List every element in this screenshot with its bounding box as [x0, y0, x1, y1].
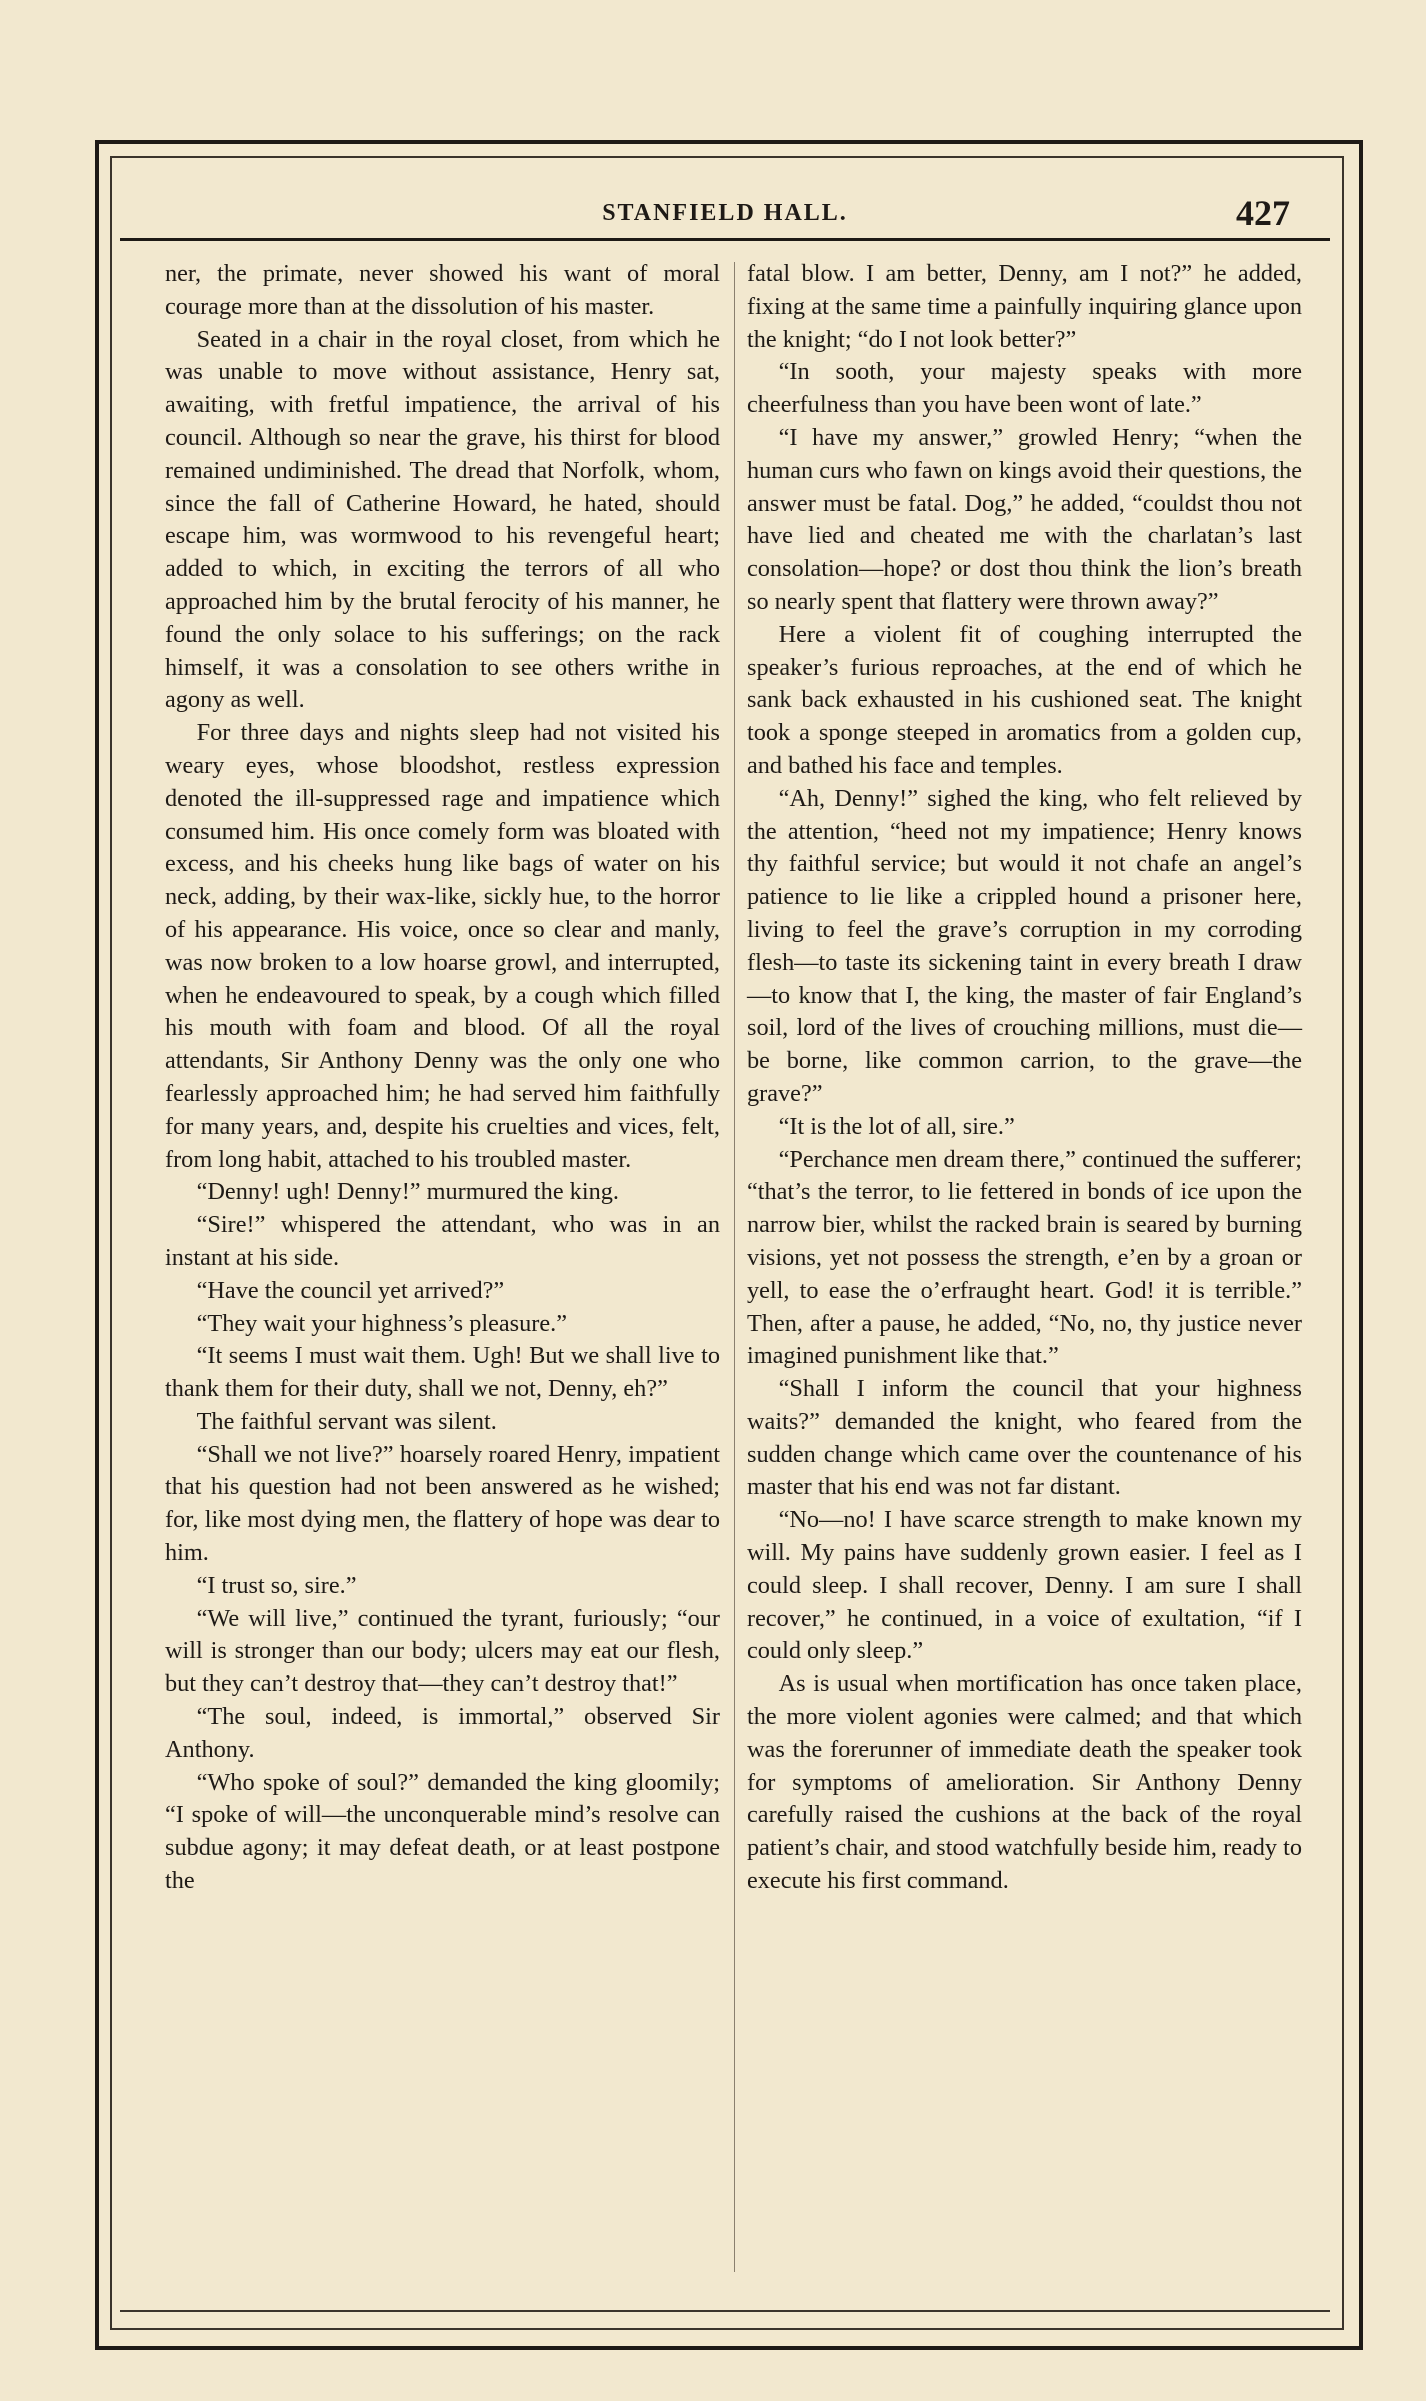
paragraph: ner, the primate, never showed his want of moral courage more than at the dissolution of his master. — [165, 260, 720, 320]
paragraph: “It is the lot of all, sire.” — [778, 1112, 1015, 1140]
paragraph: “I have my answer,” growled Henry; “when the human curs who fawn on kings avoid their questions, the answer must be fatal. Dog,” he added, “couldst thou not have lied and cheated me with the charlatan’s last consolation—hope? or dost thou think the lion’s breath so nearly spent that flattery were thrown away?” — [747, 423, 1302, 615]
paragraph: “I trust so, sire.” — [196, 1571, 357, 1599]
paragraph: “Sire!” whispered the attendant, who was in an instant at his side. — [165, 1211, 720, 1271]
header-rule — [120, 238, 1330, 241]
paragraph: “Perchance men dream there,” continued the sufferer; “that’s the terror, to lie fettered in bonds of ice upon the narrow bier, whilst the racked brain is seared by burning visions, yet not possess the strength, e’en by a groan or yell, to ease the o’erfraught heart. God! it is terrible.” Then, after a pause, he added, “No, no, thy justice never imagined punishment like that.” — [747, 1145, 1302, 1370]
paragraph: “It seems I must wait them. Ugh! But we shall live to thank them for their duty, shall we not, Denny, eh?” — [165, 1342, 720, 1403]
paragraph: For three days and nights sleep had not visited his weary eyes, whose bloodshot, restless expression denoted the ill-suppressed rage and impatience which consumed him. His once comely form was bloated with excess, and his cheeks hung like bags of water on his neck, adding, by their wax-like, sickly hue, to the horror of his appearance. His voice, once so clear and manly, was now broken to a low hoarse growl, and interrupted, when he endeavoured to speak, by a cough which filled his mouth with foam and blood. Of all the royal attendants, Sir Anthony Denny was the only one who fearlessly approached him; he had served him faithfully for many years, and, despite his cruelties and vices, felt, from long habit, attached to his troubled master. — [165, 719, 720, 1173]
paragraph: “We will live,” continued the tyrant, furiously; “our will is stronger than our body; ulcers may eat our flesh, but they can’t destroy that—they can’t destroy that!” — [165, 1604, 720, 1698]
paragraph: “No—no! I have scarce strength to make known my will. My pains have suddenly grown easier. I feel as I could sleep. I shall recover, Denny. I am sure I shall recover,” he continued, in a voice of exultation, “if I could only sleep.” — [747, 1506, 1302, 1665]
paragraph: “Who spoke of soul?” demanded the king gloomily; “I spoke of will—the unconquerable mind’s resolve can subdue agony; it may defeat death, or at least postpone the — [165, 1768, 720, 1895]
paragraph: “Shall I inform the council that your highness waits?” demanded the knight, who feared from the sudden change which came over the countenance of his master that his end was not far distant. — [747, 1375, 1302, 1501]
right-column — [747, 258, 1302, 2298]
paragraph: “Ah, Denny!” sighed the king, who felt relieved by the attention, “heed not my impatience; Henry knows thy faithful service; but would it not chafe an angel’s patience to lie like a crippled hound a prisoner here, living to feel the grave’s corruption in my corroding flesh—to taste its sickening taint in every breath I draw—to know that I, the king, the master of fair England’s soil, lord of the lives of crouching millions, must die—be borne, like common carrion, to the grave—the grave?” — [747, 784, 1302, 1107]
paragraph: “In sooth, your majesty speaks with more cheerfulness than you have been wont of late.” — [747, 358, 1302, 419]
paragraph: The faithful servant was silent. — [196, 1407, 497, 1435]
bottom-rule — [120, 2310, 1330, 2312]
column-divider — [734, 262, 735, 2272]
page-number: 427 — [1236, 193, 1290, 233]
paragraph: Seated in a chair in the royal closet, from which he was unable to move without assistance, Henry sat, awaiting, with fretful impatience, the arrival of his council. Although so near the grave, his thirst for blood remained undiminished. The dread that Norfolk, whom, since the fall of Catherine Howard, he hated, should escape him, was wormwood to his revengeful heart; added to which, in exciting the terrors of all who approached him by the brutal ferocity of his manner, he found the only solace to his sufferings; on the rack himself, it was a consolation to see others writhe in agony as well. — [165, 325, 720, 714]
paragraph: “Have the council yet arrived?” — [196, 1276, 505, 1304]
paragraph: “Shall we not live?” hoarsely roared Henry, impatient that his question had not been answered as he wished; for, like most dying men, the flattery of hope was dear to him. — [165, 1440, 720, 1567]
page-header — [120, 190, 1330, 250]
paragraph: As is usual when mortification has once taken place, the more violent agonies were calmed; and that which was the forerunner of immediate death the speaker took for symptoms of amelioration. Sir Anthony Denny carefully raised the cushions at the back of the royal patient’s chair, and stood watchfully beside him, ready to execute his first command. — [747, 1670, 1303, 1895]
paragraph: “The soul, indeed, is immortal,” observed Sir Anthony. — [165, 1703, 720, 1763]
paragraph: “Denny! ugh! Denny!” murmured the king. — [196, 1178, 619, 1206]
paragraph: “They wait your highness’s pleasure.” — [196, 1309, 567, 1337]
running-title: STANFIELD HALL. — [602, 200, 848, 226]
left-column — [165, 258, 720, 2298]
paragraph: fatal blow. I am better, Denny, am I not?” he added, fixing at the same time a painfully inquiring glance upon the knight; “do I not look better?” — [747, 260, 1302, 353]
paragraph: Here a violent fit of coughing interrupted the speaker’s furious reproaches, at the end of which he sank back exhausted in his cushioned seat. The knight took a sponge steeped in aromatics from a golden cup, and bathed his face and temples. — [747, 620, 1302, 779]
